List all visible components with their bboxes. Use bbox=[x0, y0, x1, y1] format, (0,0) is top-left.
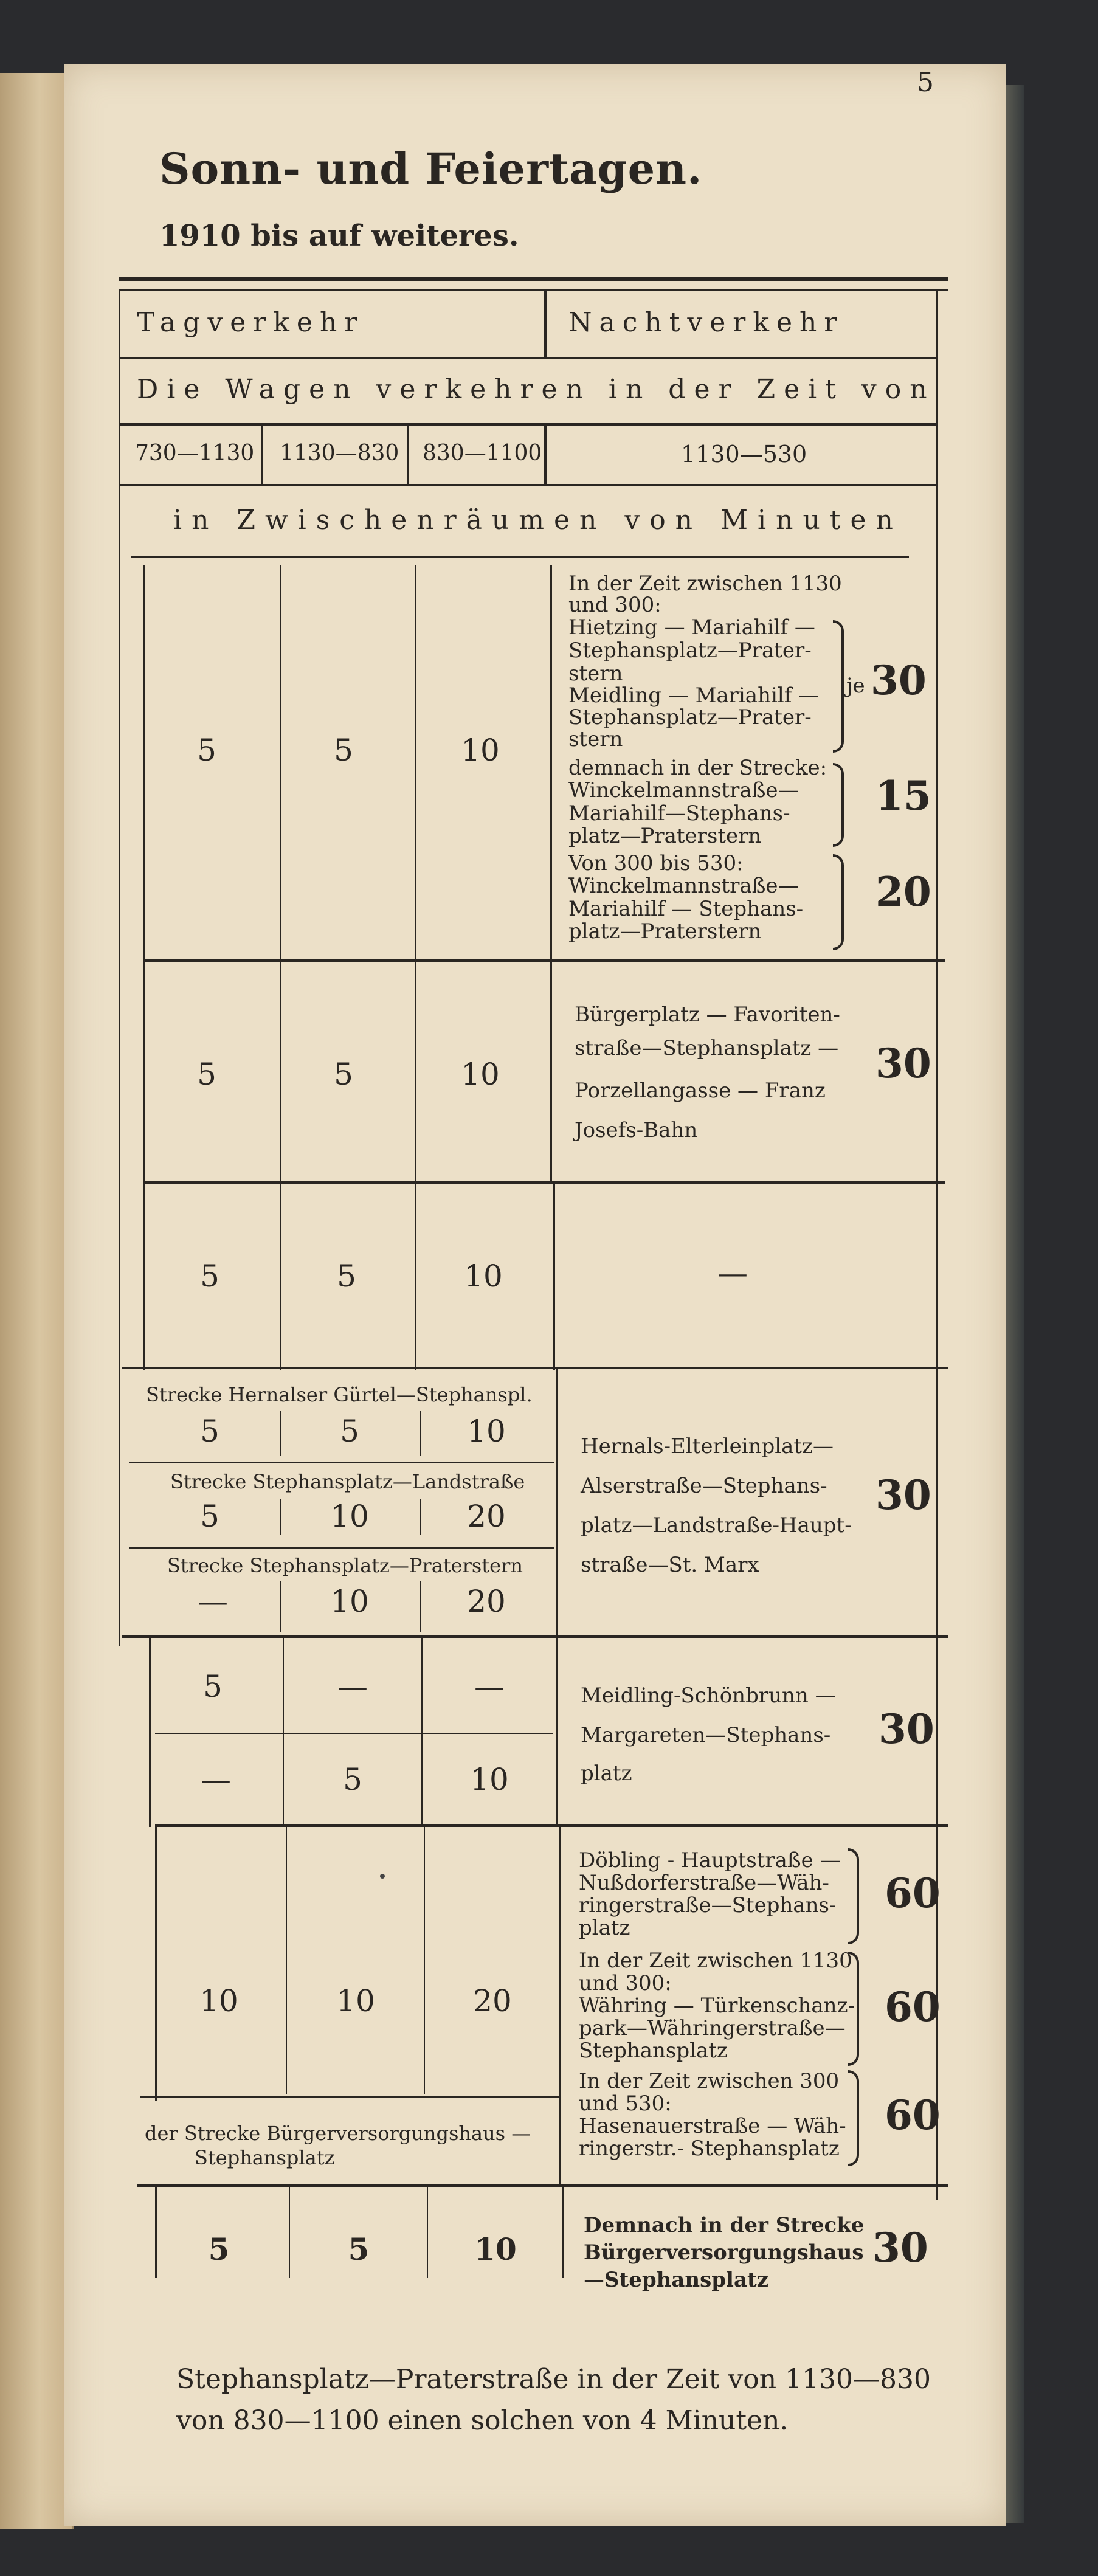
interval-value: 5 bbox=[203, 1669, 223, 1704]
route-text: platz—Praterstern bbox=[568, 919, 762, 944]
interval-value: 5 bbox=[334, 733, 353, 768]
route-summary: Bürgerversorgungshaus bbox=[584, 2240, 864, 2265]
empty-route-dash: — bbox=[717, 1255, 748, 1291]
route-text: Stephansplatz bbox=[579, 2039, 728, 2063]
interval-heading: in Zwischenräumen von Minuten bbox=[173, 505, 903, 536]
col-divider bbox=[143, 565, 145, 961]
route-text: Winckelmannstraße— bbox=[568, 778, 799, 803]
section-rule bbox=[137, 2184, 948, 2187]
col-divider bbox=[289, 2187, 290, 2278]
table-top-rule bbox=[119, 277, 948, 281]
route-text: platz bbox=[579, 1916, 630, 1940]
interval-value: 10 bbox=[461, 1057, 500, 1092]
je-label: je bbox=[846, 674, 865, 698]
route-note: Von 300 bis 530: bbox=[568, 851, 744, 875]
brace bbox=[848, 1848, 859, 1944]
route-text: Winckelmannstraße— bbox=[568, 874, 799, 898]
interval-minutes: 60 bbox=[885, 2091, 941, 2139]
time-col-divider bbox=[544, 426, 547, 484]
interval-value: 10 bbox=[461, 733, 500, 768]
route-text: Meidling-Schönbrunn — bbox=[581, 1683, 836, 1708]
route-text: Stephansplatz—Prater- bbox=[568, 638, 812, 663]
time-col-divider bbox=[261, 426, 263, 484]
col-divider bbox=[420, 1499, 421, 1535]
col-divider bbox=[143, 1184, 145, 1370]
route-text: platz bbox=[581, 1761, 632, 1786]
brace bbox=[848, 1952, 859, 2066]
interval-minutes: 15 bbox=[875, 772, 931, 820]
route-text: straße—St. Marx bbox=[581, 1553, 759, 1577]
route-text: Porzellangasse — Franz bbox=[575, 1079, 826, 1103]
interval-value: 20 bbox=[473, 1983, 512, 2018]
route-text: Nußdorferstraße—Wäh- bbox=[579, 1871, 829, 1895]
route-text: Margareten—Stephans- bbox=[581, 1723, 831, 1747]
section-rule bbox=[122, 1635, 948, 1638]
route-text: Alserstraße—Stephans- bbox=[581, 1474, 827, 1498]
interval-value: 10 bbox=[199, 1983, 238, 2018]
route-text: platz—Praterstern bbox=[568, 824, 762, 848]
interval-minutes: 30 bbox=[872, 2224, 928, 2271]
route-text: Döbling - Hauptstraße — bbox=[579, 1848, 841, 1873]
footer-note: Stephansplatz—Praterstraße in der Zeit von 1130—830 bbox=[176, 2364, 931, 2395]
interval-minutes: 30 bbox=[879, 1705, 934, 1753]
section-rule bbox=[143, 959, 945, 962]
route-note: und 300: bbox=[579, 1971, 672, 1995]
col-divider bbox=[427, 2187, 428, 2278]
page-subtitle: 1910 bis auf weiteres. bbox=[159, 219, 519, 253]
col-divider bbox=[556, 1369, 558, 1637]
brace bbox=[833, 620, 844, 753]
table-rule bbox=[119, 423, 936, 426]
page-title: Sonn- und Feiertagen. bbox=[159, 143, 703, 194]
route-text: Stephansplatz—Prater- bbox=[568, 705, 812, 730]
table-rule bbox=[131, 556, 909, 558]
table-rule bbox=[129, 1547, 554, 1549]
day-traffic-header: Tagverkehr bbox=[137, 307, 365, 338]
col-divider bbox=[420, 1581, 421, 1632]
route-text: Hernals-Elterleinplatz— bbox=[581, 1434, 834, 1459]
col-divider bbox=[155, 2187, 157, 2278]
interval-value: 5 bbox=[200, 1499, 219, 1534]
service-times-heading: Die Wagen verkehren in der Zeit von bbox=[137, 374, 936, 405]
col-divider bbox=[280, 1581, 281, 1632]
col-divider bbox=[415, 1184, 416, 1370]
interval-value: 5 bbox=[200, 1414, 219, 1449]
route-note: demnach in der Strecke: bbox=[568, 756, 827, 780]
interval-value: 5 bbox=[197, 1057, 216, 1092]
interval-value: 10 bbox=[336, 1983, 375, 2018]
col-divider bbox=[143, 962, 145, 1181]
interval-value: 10 bbox=[474, 2231, 517, 2267]
col-divider bbox=[550, 962, 552, 1181]
table-left-border bbox=[119, 291, 120, 1646]
interval-value: — bbox=[337, 1669, 368, 1704]
segment-label: Strecke Stephansplatz—Landstraße bbox=[170, 1470, 525, 1493]
col-divider bbox=[556, 1638, 558, 1827]
interval-value: 5 bbox=[348, 2231, 370, 2267]
col-divider bbox=[280, 1411, 281, 1456]
interval-value: 10 bbox=[464, 1259, 503, 1294]
interval-value: 10 bbox=[330, 1499, 369, 1534]
brace bbox=[833, 763, 844, 847]
interval-minutes: 30 bbox=[871, 657, 927, 704]
col-divider bbox=[562, 2187, 564, 2278]
interval-value: 20 bbox=[467, 1499, 506, 1534]
route-summary: —Stephansplatz bbox=[584, 2268, 769, 2292]
route-text: Mariahilf—Stephans- bbox=[568, 801, 790, 826]
interval-minutes: 20 bbox=[875, 868, 931, 916]
brace bbox=[848, 2070, 859, 2166]
time-range-night: 1130—530 bbox=[681, 441, 807, 468]
time-col-divider bbox=[407, 426, 409, 484]
section-rule bbox=[143, 1181, 945, 1184]
route-text: Hasenauerstraße — Wäh- bbox=[579, 2114, 846, 2138]
interval-value: 10 bbox=[467, 1414, 506, 1449]
interval-value: 5 bbox=[337, 1259, 356, 1294]
col-divider bbox=[424, 1827, 425, 2094]
route-text: Josefs-Bahn bbox=[575, 1118, 698, 1142]
page-number: 5 bbox=[917, 67, 934, 98]
table-rule bbox=[140, 2096, 559, 2098]
table-rule bbox=[129, 1462, 554, 1463]
table-rule bbox=[119, 484, 936, 486]
header-divider bbox=[544, 291, 547, 357]
table-rule bbox=[119, 289, 948, 291]
route-text: park—Währingerstraße— bbox=[579, 2016, 846, 2040]
section-rule bbox=[155, 1824, 948, 1827]
time-range-3: 830—1100 bbox=[423, 441, 542, 466]
interval-value: 5 bbox=[343, 1762, 362, 1797]
route-text: platz—Landstraße-Haupt- bbox=[581, 1513, 852, 1538]
route-summary: Demnach in der Strecke bbox=[584, 2213, 865, 2237]
interval-value: 5 bbox=[200, 1259, 219, 1294]
route-text: stern bbox=[568, 661, 623, 686]
col-divider bbox=[286, 1827, 287, 2094]
night-traffic-header: Nachtverkehr bbox=[568, 307, 844, 338]
route-text: Währing — Türkenschanz- bbox=[579, 1994, 855, 2018]
table-rule bbox=[155, 1733, 553, 1734]
interval-value: — bbox=[198, 1584, 228, 1619]
segment-label: Stephansplatz bbox=[195, 2146, 335, 2169]
time-range-2: 1130—830 bbox=[280, 441, 399, 466]
route-text: Bürgerplatz — Favoriten- bbox=[575, 1003, 840, 1027]
col-divider bbox=[553, 1184, 555, 1370]
brace bbox=[833, 854, 844, 950]
print-speck bbox=[380, 1874, 385, 1879]
interval-value: 5 bbox=[340, 1414, 359, 1449]
book-cover-edge bbox=[1006, 85, 1024, 2523]
col-divider bbox=[415, 565, 416, 961]
footer-note: von 830—1100 einen solchen von 4 Minuten. bbox=[176, 2405, 789, 2436]
route-text: straße—Stephansplatz — bbox=[575, 1036, 839, 1060]
col-divider bbox=[280, 962, 281, 1181]
col-divider bbox=[415, 962, 416, 1181]
interval-minutes: 60 bbox=[885, 1983, 941, 2031]
route-note: In der Zeit zwischen 1130 bbox=[579, 1949, 852, 1973]
route-text: Hietzing — Mariahilf — bbox=[568, 615, 815, 640]
interval-value: 20 bbox=[467, 1584, 506, 1619]
interval-minutes: 30 bbox=[875, 1040, 931, 1087]
interval-minutes: 60 bbox=[885, 1870, 941, 1917]
col-divider bbox=[280, 565, 281, 961]
section-rule bbox=[122, 1367, 948, 1369]
interval-minutes: 30 bbox=[875, 1471, 931, 1519]
segment-label: Strecke Hernalser Gürtel—Stephanspl. bbox=[146, 1383, 533, 1406]
interval-value: 10 bbox=[330, 1584, 369, 1619]
col-divider bbox=[559, 1827, 561, 2186]
col-divider bbox=[280, 1499, 281, 1535]
col-divider bbox=[420, 1411, 421, 1456]
route-text: ringerstraße—Stephans- bbox=[579, 1893, 837, 1918]
route-note: In der Zeit zwischen 300 bbox=[579, 2069, 840, 2093]
interval-value: 5 bbox=[197, 733, 216, 768]
interval-value: 5 bbox=[334, 1057, 353, 1092]
left-page-edge bbox=[0, 73, 74, 2529]
route-text: ringerstr.- Stephansplatz bbox=[579, 2136, 840, 2161]
interval-value: 5 bbox=[208, 2231, 230, 2267]
route-note: und 300: bbox=[568, 593, 661, 617]
col-divider bbox=[149, 1638, 151, 1827]
col-divider bbox=[550, 565, 552, 961]
segment-label: der Strecke Bürgerversorgungshaus — bbox=[145, 2122, 531, 2145]
segment-label: Strecke Stephansplatz—Praterstern bbox=[167, 1554, 523, 1577]
col-divider bbox=[155, 1827, 157, 2101]
route-note: In der Zeit zwischen 1130 bbox=[568, 571, 842, 596]
route-text: Meidling — Mariahilf — bbox=[568, 683, 820, 708]
time-range-1: 730—1130 bbox=[135, 441, 255, 466]
route-note: und 530: bbox=[579, 2091, 672, 2116]
interval-value: — bbox=[474, 1669, 505, 1704]
col-divider bbox=[280, 1184, 281, 1370]
interval-value: 10 bbox=[470, 1762, 509, 1797]
route-text: stern bbox=[568, 727, 623, 751]
route-text: Mariahilf — Stephans- bbox=[568, 897, 804, 921]
interval-value: — bbox=[201, 1762, 231, 1797]
table-rule bbox=[119, 357, 936, 359]
